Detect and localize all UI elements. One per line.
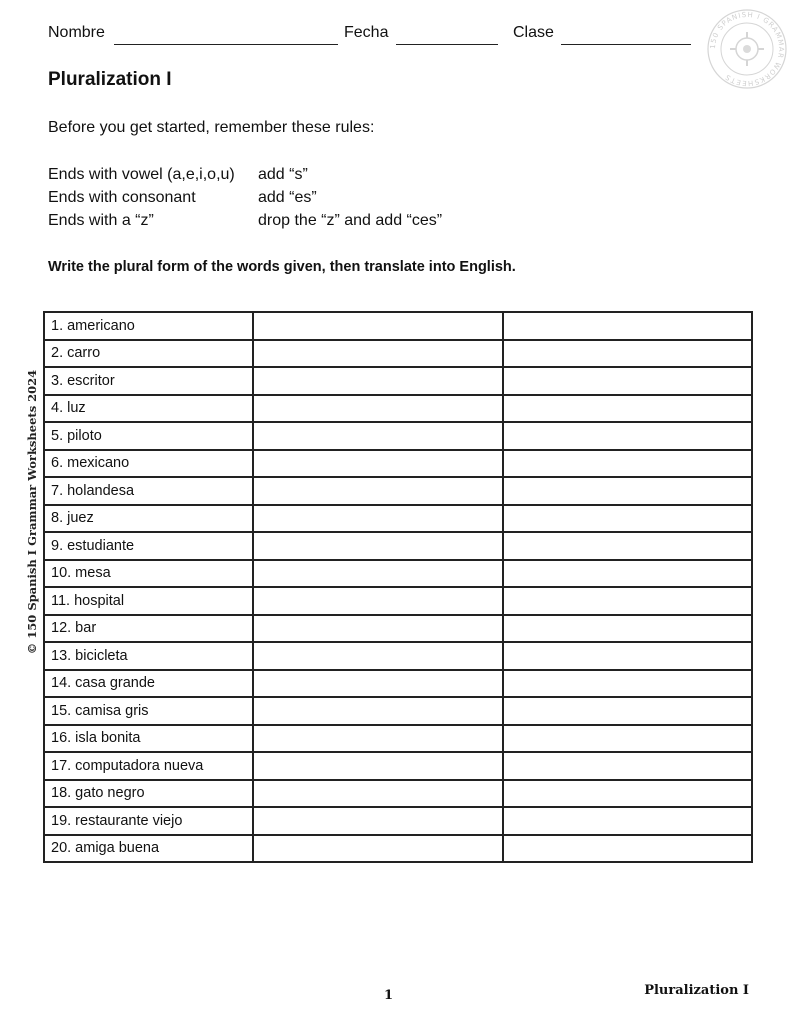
table-row bbox=[44, 807, 752, 835]
plural-answer-cell[interactable] bbox=[253, 477, 503, 505]
plural-answer-cell[interactable] bbox=[253, 587, 503, 615]
table-row bbox=[44, 340, 752, 368]
plural-answer-cell[interactable] bbox=[253, 505, 503, 533]
table-row bbox=[44, 560, 752, 588]
translation-answer-cell[interactable] bbox=[503, 395, 752, 423]
plural-answer-cell[interactable] bbox=[253, 615, 503, 643]
instructions: Write the plural form of the words given, then translate into English. bbox=[48, 259, 516, 275]
table-row bbox=[44, 477, 752, 505]
page-number: 1 bbox=[384, 988, 394, 1003]
footer-title: Pluralization I bbox=[644, 983, 749, 998]
rule-vowel bbox=[48, 166, 308, 184]
date-blank[interactable] bbox=[396, 44, 498, 45]
word-cell: 2. carro bbox=[44, 340, 253, 368]
seal-text: 150 SPANISH I GRAMMAR WORKSHEETS bbox=[708, 10, 786, 88]
translation-answer-cell[interactable] bbox=[503, 725, 752, 753]
plural-answer-cell[interactable] bbox=[253, 725, 503, 753]
table-row bbox=[44, 312, 752, 340]
plural-answer-cell[interactable] bbox=[253, 807, 503, 835]
word-cell: 14. casa grande bbox=[44, 670, 253, 698]
plural-answer-cell[interactable] bbox=[253, 835, 503, 863]
word-cell: 11. hospital bbox=[44, 587, 253, 615]
rule-action: add “es” bbox=[258, 189, 317, 206]
class-blank[interactable] bbox=[561, 44, 691, 45]
plural-worksheet-table bbox=[43, 311, 753, 863]
word-cell: 5. piloto bbox=[44, 422, 253, 450]
translation-answer-cell[interactable] bbox=[503, 587, 752, 615]
translation-answer-cell[interactable] bbox=[503, 670, 752, 698]
student-info-header bbox=[48, 24, 708, 48]
translation-answer-cell[interactable] bbox=[503, 312, 752, 340]
translation-answer-cell[interactable] bbox=[503, 532, 752, 560]
rule-z-ending bbox=[48, 212, 443, 230]
word-cell: 4. luz bbox=[44, 395, 253, 423]
plural-answer-cell[interactable] bbox=[253, 697, 503, 725]
word-cell: 13. bicicleta bbox=[44, 642, 253, 670]
copyright-text: © 150 Spanish I Grammar Worksheets 2024 bbox=[25, 369, 39, 655]
rule-condition: Ends with vowel (a,e,i,o,u) bbox=[48, 166, 235, 183]
plural-answer-cell[interactable] bbox=[253, 422, 503, 450]
plural-answer-cell[interactable] bbox=[253, 312, 503, 340]
plural-answer-cell[interactable] bbox=[253, 780, 503, 808]
table-row bbox=[44, 450, 752, 478]
plural-answer-cell[interactable] bbox=[253, 670, 503, 698]
word-cell: 19. restaurante viejo bbox=[44, 807, 253, 835]
table-row bbox=[44, 835, 752, 863]
rule-condition: Ends with a “z” bbox=[48, 212, 154, 229]
translation-answer-cell[interactable] bbox=[503, 615, 752, 643]
table-row bbox=[44, 697, 752, 725]
plural-answer-cell[interactable] bbox=[253, 642, 503, 670]
word-cell: 7. holandesa bbox=[44, 477, 253, 505]
translation-answer-cell[interactable] bbox=[503, 422, 752, 450]
table-row bbox=[44, 505, 752, 533]
word-cell: 17. computadora nueva bbox=[44, 752, 253, 780]
rule-consonant bbox=[48, 189, 317, 207]
table-row bbox=[44, 422, 752, 450]
word-cell: 10. mesa bbox=[44, 560, 253, 588]
translation-answer-cell[interactable] bbox=[503, 835, 752, 863]
rule-action: drop the “z” and add “ces” bbox=[258, 212, 443, 229]
translation-answer-cell[interactable] bbox=[503, 642, 752, 670]
table-row bbox=[44, 752, 752, 780]
name-label: Nombre bbox=[48, 24, 105, 41]
name-blank[interactable] bbox=[114, 44, 338, 45]
plural-answer-cell[interactable] bbox=[253, 532, 503, 560]
word-cell: 3. escritor bbox=[44, 367, 253, 395]
translation-answer-cell[interactable] bbox=[503, 367, 752, 395]
table-row bbox=[44, 670, 752, 698]
table-row bbox=[44, 395, 752, 423]
table-row bbox=[44, 725, 752, 753]
table-row bbox=[44, 615, 752, 643]
intro-text: Before you get started, remember these rules: bbox=[48, 119, 375, 136]
word-cell: 1. americano bbox=[44, 312, 253, 340]
table-row bbox=[44, 780, 752, 808]
translation-answer-cell[interactable] bbox=[503, 752, 752, 780]
date-label: Fecha bbox=[344, 24, 389, 41]
table-row bbox=[44, 532, 752, 560]
translation-answer-cell[interactable] bbox=[503, 560, 752, 588]
table-row bbox=[44, 367, 752, 395]
class-label: Clase bbox=[513, 24, 554, 41]
table-row bbox=[44, 587, 752, 615]
translation-answer-cell[interactable] bbox=[503, 450, 752, 478]
translation-answer-cell[interactable] bbox=[503, 505, 752, 533]
table-row bbox=[44, 642, 752, 670]
publisher-seal-logo bbox=[706, 8, 788, 90]
word-cell: 18. gato negro bbox=[44, 780, 253, 808]
translation-answer-cell[interactable] bbox=[503, 780, 752, 808]
word-cell: 16. isla bonita bbox=[44, 725, 253, 753]
plural-answer-cell[interactable] bbox=[253, 560, 503, 588]
translation-answer-cell[interactable] bbox=[503, 697, 752, 725]
plural-answer-cell[interactable] bbox=[253, 450, 503, 478]
word-cell: 6. mexicano bbox=[44, 450, 253, 478]
word-cell: 15. camisa gris bbox=[44, 697, 253, 725]
plural-answer-cell[interactable] bbox=[253, 395, 503, 423]
word-cell: 20. amiga buena bbox=[44, 835, 253, 863]
word-cell: 9. estudiante bbox=[44, 532, 253, 560]
plural-answer-cell[interactable] bbox=[253, 340, 503, 368]
rule-action: add “s” bbox=[258, 166, 308, 183]
translation-answer-cell[interactable] bbox=[503, 340, 752, 368]
word-cell: 12. bar bbox=[44, 615, 253, 643]
word-cell: 8. juez bbox=[44, 505, 253, 533]
translation-answer-cell[interactable] bbox=[503, 477, 752, 505]
translation-answer-cell[interactable] bbox=[503, 807, 752, 835]
rule-condition: Ends with consonant bbox=[48, 189, 196, 206]
plural-answer-cell[interactable] bbox=[253, 367, 503, 395]
plural-answer-cell[interactable] bbox=[253, 752, 503, 780]
worksheet-title: Pluralization I bbox=[48, 69, 172, 90]
